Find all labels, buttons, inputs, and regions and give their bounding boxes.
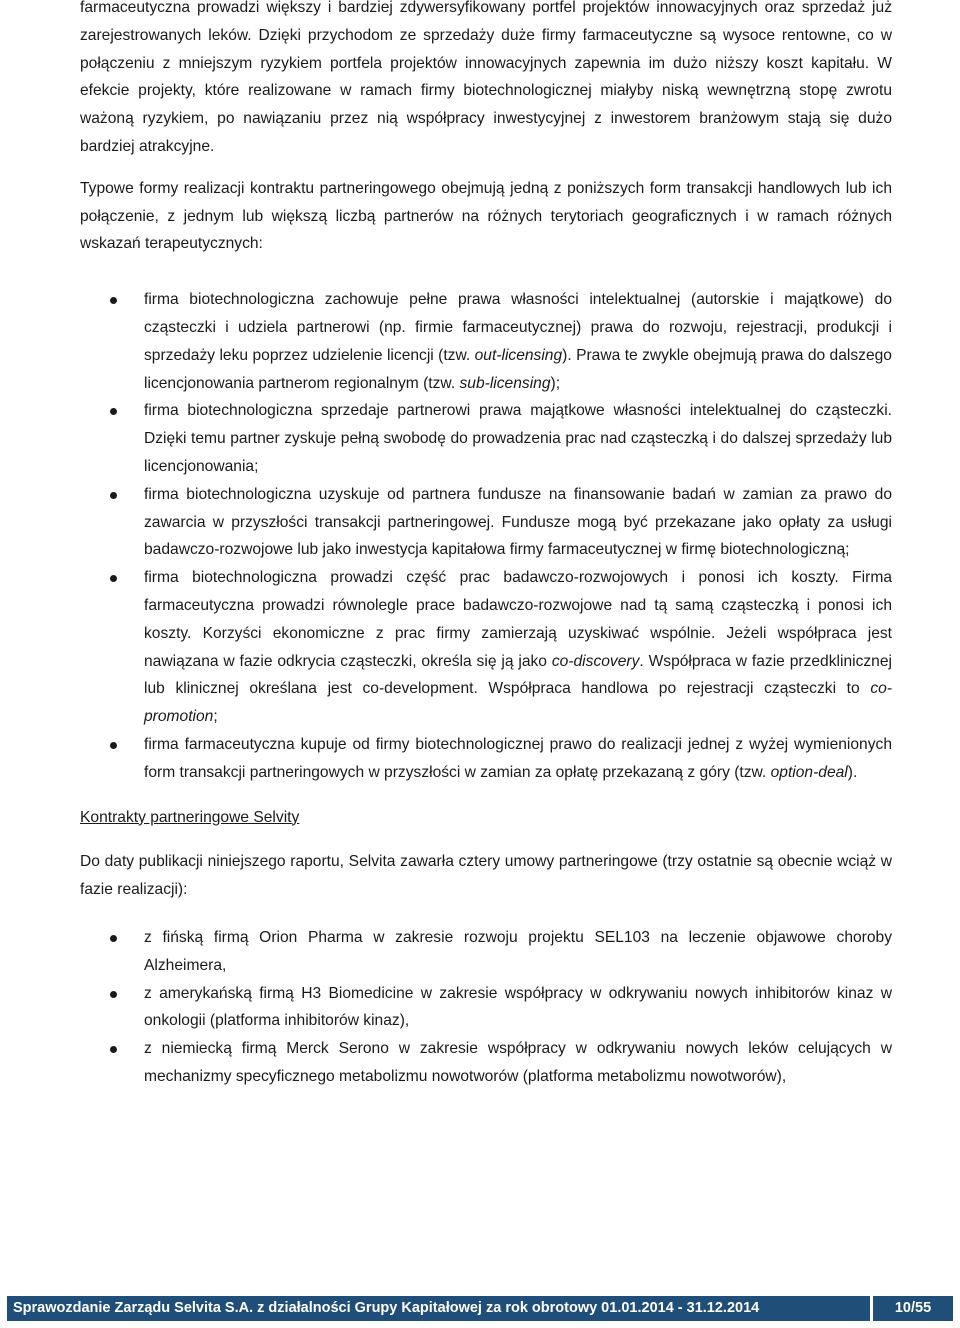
list-item-text: ).: [847, 763, 858, 781]
list-item: [80, 1035, 892, 1091]
bullet-icon: [110, 575, 117, 582]
transaction-forms-list: [80, 286, 892, 786]
list-item-text: firma farmaceutyczna kupuje od firmy biotechnologicznej prawo do realizacji jednej z wyżej wymienionych form transakcji partneringowych w przyszłości w zamian za opłatę przekazaną z góry (tzw.: [144, 735, 892, 781]
list-item: [80, 731, 892, 787]
agreements-list: [80, 924, 892, 1091]
list-item: [80, 481, 892, 564]
list-item: [80, 980, 892, 1036]
list-item-term: co-promotion: [144, 680, 892, 726]
list-item-text: firma biotechnologiczna prowadzi część prac badawczo-rozwojowych i ponosi ich koszty. Firma farmaceutyczna prowadzi równolegle prace badawczo-rozwojowe nad tą samą cząsteczką i ponosi ich koszty. Korzyści ekonomiczne z prac firmy zamierzają uzyskiwać wspólnie. Jeżeli współpraca jest nawiązana w fazie odkrycia cząsteczki, określa się ją jako: [144, 569, 892, 670]
list-item-text: z fińską firmą Orion Pharma w zakresie rozwoju projektu SEL103 na leczenie objawowe choroby Alzheimera,: [144, 928, 892, 974]
bullet-icon: [110, 991, 117, 998]
section-heading: Kontrakty partneringowe Selvity: [80, 808, 300, 826]
list-item-text: z amerykańską firmą H3 Biomedicine w zakresie współpracy w odkrywaniu nowych inhibitorów kinaz w onkologii (platforma inhibitorów kinaz),: [144, 984, 892, 1030]
list-item-text: firma biotechnologiczna zachowuje pełne prawa własności intelektualnej (autorskie i majątkowe) do cząsteczki i udziela partnerowi (np. firmie farmaceutycznej) prawa do rozwoju, rejestracji, produkcji i sprzedaży leku poprzez udzielenie licencji (tzw.: [144, 291, 892, 364]
bullet-icon: [110, 742, 117, 749]
list-item-text: ). Prawa te zwykle obejmują prawa do dalszego licencjonowania partnerom regionalnym (tzw.: [144, 346, 892, 392]
list-item-term: option-deal: [770, 763, 848, 781]
list-item: [80, 397, 892, 480]
list-item: [80, 924, 892, 980]
footer-report-title: Sprawozdanie Zarządu Selvita S.A. z działalności Grupy Kapitałowej za rok obrotowy 01.01.2014 - 31.12.2014: [7, 1296, 870, 1321]
paragraph-intro-text: farmaceutyczna prowadzi większy i bardziej zdywersyfikowany portfel projektów innowacyjnych oraz sprzedaż już zarejestrowanych leków. Dzięki przychodom ze sprzedaży duże firmy farmaceutyczne są wysoce rentowne, co w połączeniu z mniejszym ryzykiem portfela projektów innowacyjnych zapewnia im dużo niższy koszt kapitału. W efekcie projekty, które realizowane w ramach firmy biotechnologicznej miałyby niską wewnętrzną stopę zwrotu ważoną ryzykiem, po nawiązaniu przez nią współpracy inwestycyjnej z inwestorem branżowym stają się dużo bardziej atrakcyjne.: [80, 0, 892, 155]
list-item-text: firma biotechnologiczna uzyskuje od partnera fundusze na finansowanie badań w zamian za prawo do zawarcia w przyszłości transakcji partneringowej. Fundusze mogą być przekazane jako opłaty za usługi badawczo-rozwojowe lub jako inwestycja kapitałowa firmy farmaceutycznej w firmę biotechnologiczną;: [144, 485, 892, 559]
page-footer: [7, 1296, 953, 1321]
document-page: [80, 0, 892, 1091]
list-item: [80, 564, 892, 731]
paragraph-forms: Typowe formy realizacji kontraktu partneringowego obejmują jedną z poniższych form transakcji handlowych lub ich połączenie, z jednym lub większą liczbą partnerów na różnych terytoriach geograficznych i w ramach różnych wskazań terapeutycznych:: [80, 179, 892, 253]
list-item-text: ;: [213, 708, 218, 726]
list-item-term: out-licensing: [474, 346, 563, 364]
bullet-icon: [110, 935, 117, 942]
paragraph-agreements: Do daty publikacji niniejszego raportu, Selvita zawarła cztery umowy partneringowe (trzy ostatnie są obecnie wciąż w fazie realizacji):: [80, 853, 892, 899]
paragraph-intro: [80, 0, 892, 161]
list-item-term: sub-licensing: [459, 374, 551, 392]
list-item-term: co-discovery: [551, 652, 640, 670]
bullet-icon: [110, 1046, 117, 1053]
list-item-text: firma biotechnologiczna sprzedaje partnerowi prawa majątkowe własności intelektualnej do cząsteczki. Dzięki temu partner zyskuje pełną swobodę do prowadzenia prac nad cząsteczką i do dalszej sprzedaży lub licencjonowania;: [144, 402, 892, 475]
list-item-text: z niemiecką firmą Merck Serono w zakresie współpracy w odkrywaniu nowych leków celujących w mechanizmy specyficznego metabolizmu nowotworów (platforma metabolizmu nowotworów),: [144, 1040, 892, 1085]
list-item: [80, 286, 892, 397]
list-item-text: . Współpraca w fazie przedklinicznej lub klinicznej określana jest co-development. Współpraca handlowa po rejestracji cząsteczki to: [144, 652, 892, 698]
bullet-icon: [110, 492, 117, 499]
bullet-icon: [110, 297, 117, 304]
list-item-text: );: [550, 374, 561, 392]
bullet-icon: [110, 408, 117, 415]
page-number: 10/55: [873, 1296, 953, 1321]
